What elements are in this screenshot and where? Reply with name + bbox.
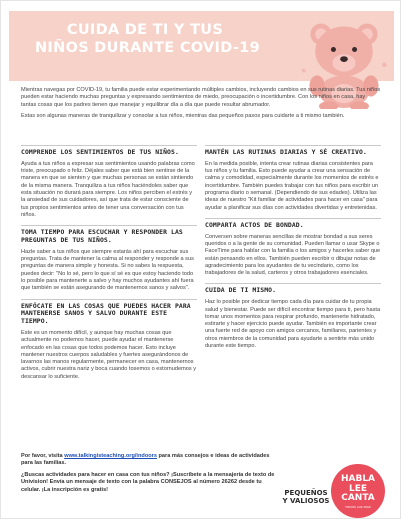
section-body: En la medida posible, intenta crear rutinas diarias consistentes para tus niños y tu familia. Esto puede ayudar a crear una sensación de calma y comodidad, especialmente durante los momentos de estrés e incertidumbre. También puedes trabajar con tus niños para escribir un programa diario o semanal. (Dependiendo de sus edades). Utiliza las ideas de nuestro "Kit familiar de actividades para hacer en casa" para ayudar a planificar sus días con actividades divertidas y entretenidas. (205, 160, 379, 211)
logo-word-canta: CANTA (341, 493, 375, 503)
section-heading: CUIDA DE TI MISMO. (205, 283, 381, 295)
section-feelings (21, 145, 197, 219)
title-line-2: NIÑOS DURANTE COVID-19 (35, 40, 260, 56)
section-questions (21, 225, 197, 292)
intro (21, 87, 381, 125)
left-column (21, 145, 197, 387)
intro-paragraph-2: Estas son algunas maneras de tranquilizar y consolar a tus niños, mientras das pequeños pasos para cuidarte a ti mismo también. (21, 113, 345, 120)
section-heading: COMPARTA ACTOS DE BONDAD. (205, 218, 381, 230)
logo-subtitle: TODOS LOS DÍAS (345, 504, 371, 509)
logo-word-lee: LEE (348, 483, 368, 494)
section-heading: ENFÓCATE EN LAS COSAS QUE PUEDES HACER PARA MANTENERSE SANOS Y SALVO DURANTE ESTE TIEMPO. (21, 299, 197, 326)
title-line-1: CUIDA DE TI Y TUS (66, 22, 224, 38)
logo-line-1: PEQUEÑOS (284, 489, 328, 497)
section-heading: TOMA TIEMPO PARA ESCUCHAR Y RESPONDER LAS PREGUNTAS DE TUS NIÑOS. (21, 225, 197, 245)
section-body: Haz lo posible por dedicar tiempo cada día para cuidar de tu propia salud y bienestar. Puede ser difícil encontrar tiempo para ti, pero hasta tomar unos momentos para respirar profundo, mantenerte hidratado, estirarte y hacer ejercicio puede ayudar. También es importante crear una fuerte red de apoyo con amigos cercanos, familiares, parientes y otros miembros de la comunidad para ayudarte a sentirte más unido durante este tiempo. (205, 299, 381, 350)
footer (21, 453, 276, 498)
section-kindness (205, 218, 381, 278)
footer-sms-line: ¿Buscas actividades para hacer en casa con tus niños? ¡Suscríbete a la mensajería de texto de Univision! Envía un mensaje de texto con la palabra CONSEJOS al número 26262 desde tu celular. ¡La inscripción es gratis! (21, 471, 275, 493)
habla-lee-canta-logo (331, 464, 385, 518)
section-heading: MANTÉN LAS RUTINAS DIARIAS Y SÉ CREATIVO. (205, 145, 381, 157)
footer-visit-line (21, 453, 276, 468)
section-routines (205, 145, 381, 212)
right-column (205, 145, 381, 356)
page-title (35, 22, 260, 57)
section-body: Conversen sobre maneras sencillas de mostrar bondad a sus seres queridos o a la gente de su comunidad. Pueden llamar o usar Skype o FaceTime para hablar con la familia o los amigos y hacerles saber que están pensando en ellos. También pueden escribir o dibujar notas de agradecimiento para los ayudantes de tu vecindario, como los trabajadores de la salud, carteros y otros trabajadores esenciales. (205, 233, 381, 277)
section-body: Este es un momento difícil, y aunque hay muchas cosas que actualmente no podemos hacer, puede ayudar el mantenerse enfocado en las cosas que todos podemos hacer. Esto incluye mantener nuestros cuerpos saludables y fuertes asegurándonos de lavarnos las manos regularmente, permanecer en casa, mantenernos activos, cubrir nuestra nariz y boca cuando tosemos o estornudemos y descansar lo suficiente. (21, 329, 197, 380)
section-body: Ayuda a tus niños a expresar sus sentimientos usando palabras como triste, preocupado o feliz. Déjales saber que está bien sentirse de la manera en que se sienten y que muchas personas se están sintiendo de la misma manera. Tranquiliza a tus niños haciéndoles saber que esta situación no durará para siempre. Los niños perciben el estrés y la ansiedad de sus cuidadores, así que trata de estar consciente de tus propios sentimientos antes de tener una conversación con tus niños. (21, 160, 195, 218)
section-self-care (205, 283, 381, 350)
footer-visit-prefix: Por favor, visita (21, 453, 65, 459)
footer-visit-suffix: para más consejos e ideas de actividades para las familias. (21, 453, 270, 467)
logo-word-habla: HABLA (340, 474, 376, 484)
pequenos-y-valiosos-logo (281, 489, 331, 505)
website-link[interactable]: www.talkingisteaching.org/indoors (64, 453, 157, 459)
section-body: Hazle saber a tus niños que siempre estarás ahí para escuchar sus preguntas. Trata de mantener la calma al responder y responde a sus preguntas de manera simple y honesta. Si no sabes la respuesta, puedes decir: "No lo sé, pero lo que sí sé es que estoy haciendo todo lo posible para mantenerte a salvo y hay muchos ayudantes ahí fuera que también se están asegurando de mantenernos sanos y salvos". (21, 248, 194, 292)
logo-line-2: Y VALIOSOS (282, 497, 330, 505)
section-heading: COMPRENDE LOS SENTIMIENTOS DE TUS NIÑOS. (21, 145, 197, 157)
intro-paragraph-1: Mientras navegas por COVID-19, tu familia puede estar experimentando múltiples cambios, incluyendo cambios en sus rutinas diarias. Tus niños pueden estar haciendo muchas preguntas y expresando sentimientos de miedo, preocupación o incertidumbre. Con los niños en casa, hay tantas cosas que los padres tienen que manejar y equilibrar día a día que puede resultar abrumador. (21, 87, 381, 108)
section-focus (21, 299, 197, 381)
